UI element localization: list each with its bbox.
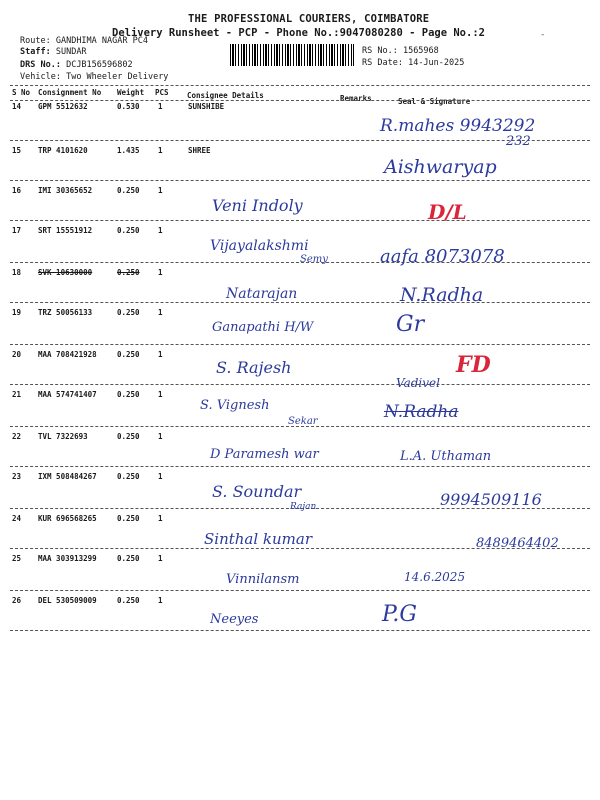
col-sno: S No [12, 88, 31, 97]
row-pcs: 1 [158, 554, 163, 563]
row-consignment: MAA 303913299 [38, 554, 97, 563]
hw-r17-consignee-2: Semy [300, 254, 328, 265]
row-divider [10, 630, 590, 631]
staff-label: Staff: [20, 47, 51, 57]
row-weight: 0.530 [117, 102, 140, 111]
row-sno: 26 [12, 596, 22, 605]
table-top-rule [10, 85, 590, 86]
row-weight: 0.250 [117, 514, 140, 523]
row-weight: 0.250 [117, 226, 140, 235]
row-consignee: SHREE [188, 146, 211, 155]
rs-date-line [362, 58, 464, 68]
row-pcs: 1 [158, 308, 163, 317]
row-weight: 0.250 [117, 472, 140, 481]
hw-r22-consignee: D Paramesh war [210, 447, 319, 462]
row-consignment: MAA 708421928 [38, 350, 97, 359]
hw-r19-consignee: Ganapathi H/W [212, 320, 314, 335]
corner-mark: - [540, 30, 546, 40]
row-weight: 0.250 [117, 350, 140, 359]
row-weight: 0.250 [117, 554, 140, 563]
row-sno: 14 [12, 102, 22, 111]
row-sno: 21 [12, 390, 22, 399]
hw-r21-signature-2: N.Radha [384, 402, 459, 422]
row-sno: 15 [12, 146, 22, 155]
drs-label: DRS No.: [20, 60, 61, 70]
row-sno: 22 [12, 432, 22, 441]
hw-r18-signature: N.Radha [400, 284, 484, 306]
rs-date-value: 14-Jun-2025 [408, 58, 465, 68]
hw-r21-signature: Vadivel [396, 376, 440, 390]
row-sno: 17 [12, 226, 22, 235]
hw-r24-signature: 8489464402 [476, 536, 559, 551]
row-pcs: 1 [158, 390, 163, 399]
table-row [0, 548, 600, 588]
row-sno: 24 [12, 514, 22, 523]
row-consignment: DEL 530509009 [38, 596, 97, 605]
row-consignment: TRP 4101620 [38, 146, 88, 155]
row-consignment: TRZ 50056133 [38, 308, 93, 317]
hw-r14-signature: R.mahes 9943292 [380, 116, 536, 136]
row-weight: 0.250 [117, 390, 140, 399]
row-consignment: MAA 574741407 [38, 390, 97, 399]
hw-r23-consignee: S. Soundar [212, 482, 302, 501]
hw-r19-signature: Gr [396, 312, 425, 337]
hw-r23-signature: 9994509116 [440, 490, 542, 509]
row-pcs: 1 [158, 472, 163, 481]
row-pcs: 1 [158, 226, 163, 235]
col-consignee: Consignee Details [187, 91, 264, 100]
hw-r17-consignee: Vijayalakshmi [210, 238, 309, 254]
row-pcs: 1 [158, 596, 163, 605]
hw-r21-consignee-2: Sekar [288, 416, 318, 427]
hw-r23-consignee-2: Rajan [290, 502, 317, 512]
hw-r25-signature: 14.6.2025 [404, 570, 466, 584]
row-pcs: 1 [158, 350, 163, 359]
row-consignment: GPM 5512632 [38, 102, 88, 111]
hw-r26-consignee: Neeyes [210, 612, 259, 627]
col-weight: Weight [117, 88, 145, 97]
hw-r21-consignee: S. Vignesh [200, 398, 270, 413]
vehicle-label: Vehicle: [20, 72, 61, 82]
col-pcs: PCS [155, 88, 169, 97]
route-label: Route: [20, 36, 51, 46]
r20-stamp: FD [456, 352, 491, 378]
hw-r22-signature: L.A. Uthaman [400, 449, 492, 464]
row-sno: 16 [12, 186, 22, 195]
rs-no-label: RS No.: [362, 46, 398, 56]
row-weight: 0.250 [117, 432, 140, 441]
hw-r15-signature: Aishwaryap [384, 156, 497, 178]
rs-no-value: 1565968 [402, 46, 439, 56]
row-sno: 23 [12, 472, 22, 481]
table-row [0, 590, 600, 630]
staff-line [20, 47, 87, 58]
row-weight: 0.250 [117, 596, 140, 605]
rs-no-line [362, 46, 439, 56]
runsheet-subtitle: Delivery Runsheet - PCP - Phone No.:9047080280 - Page No.:2 [112, 27, 485, 39]
row-pcs: 1 [158, 186, 163, 195]
route-value: GANDHIMA NAGAR PC4 [55, 36, 148, 46]
col-consignment: Consignment No [38, 88, 102, 97]
hw-r25-consignee: Vinnilansm [226, 572, 300, 587]
drs-line [20, 60, 133, 71]
row-pcs: 1 [158, 514, 163, 523]
hw-r16-consignee: Veni Indoly [212, 196, 303, 215]
row-sno: 19 [12, 308, 22, 317]
r16-stamp: D/L [428, 200, 467, 224]
row-weight: 1.435 [117, 146, 140, 155]
rs-date-label: RS Date: [362, 58, 403, 68]
row-weight: 0.250 [117, 268, 140, 277]
row-consignment: SVK 10630000 [38, 268, 93, 277]
row-consignment: IXM 508484267 [38, 472, 97, 481]
row-consignment: IMI 30365652 [38, 186, 93, 195]
barcode [230, 44, 354, 66]
vehicle-line [20, 72, 168, 83]
row-pcs: 1 [158, 146, 163, 155]
row-consignment: TVL 7322693 [38, 432, 88, 441]
row-consignment: KUR 696568265 [38, 514, 97, 523]
row-sno: 18 [12, 268, 22, 277]
row-pcs: 1 [158, 268, 163, 277]
staff-value: SUNDAR [55, 47, 87, 57]
hw-r20-consignee: S. Rajesh [216, 358, 292, 377]
drs-value: DCJB156596802 [66, 60, 133, 70]
route-line [20, 36, 148, 47]
hw-r24-consignee: Sinthal kumar [204, 530, 313, 548]
col-remarks: Remarks [340, 94, 372, 103]
row-weight: 0.250 [117, 308, 140, 317]
vehicle-value: Two Wheeler Delivery [66, 72, 169, 82]
table-row [0, 344, 600, 384]
hw-r18-consignee: Natarajan [226, 286, 298, 302]
row-weight: 0.250 [117, 186, 140, 195]
hw-r14-extra: 232 [506, 134, 531, 149]
row-consignee: SUNSHIBE [188, 102, 225, 111]
company-title: THE PROFESSIONAL COURIERS, COIMBATORE [188, 13, 430, 25]
row-pcs: 1 [158, 102, 163, 111]
row-sno: 25 [12, 554, 22, 563]
row-sno: 20 [12, 350, 22, 359]
hw-r17-signature: aafa 8073078 [380, 246, 505, 267]
row-consignment: SRT 15551912 [38, 226, 93, 235]
hw-r26-signature: P.G [382, 602, 417, 627]
row-pcs: 1 [158, 432, 163, 441]
table-row [0, 262, 600, 302]
col-seal-signature: Seal & Signature [398, 97, 471, 106]
